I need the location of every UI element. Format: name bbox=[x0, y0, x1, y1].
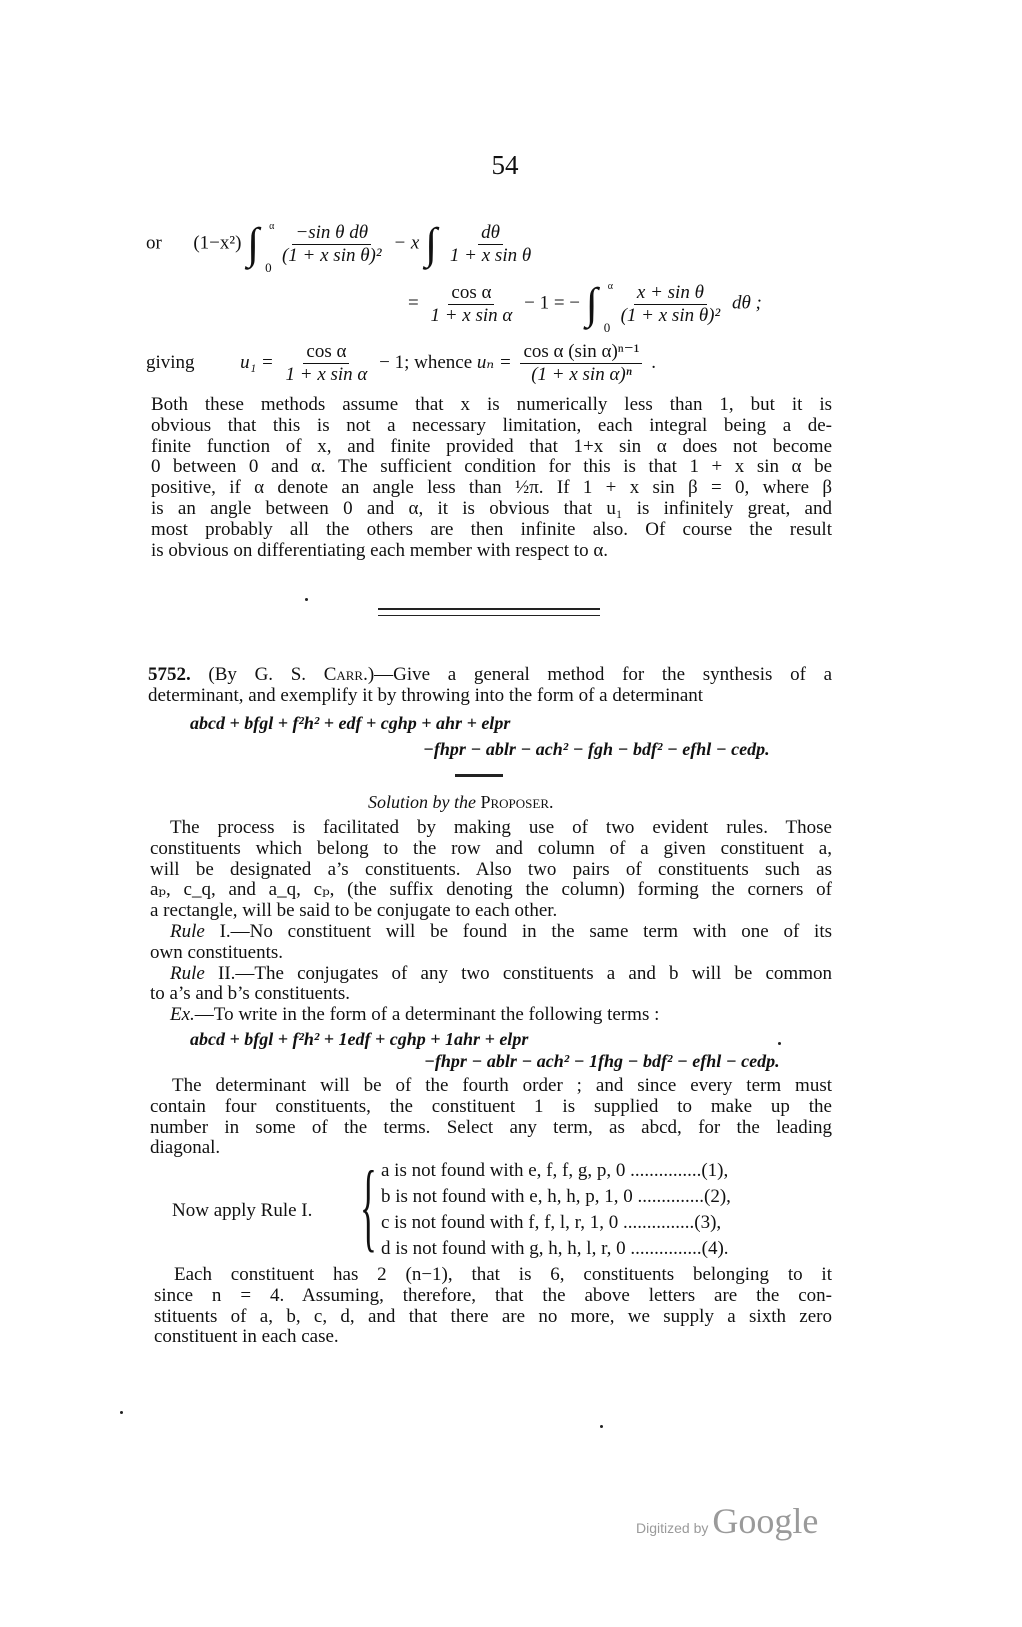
eq3-u1: u₁ = bbox=[240, 351, 274, 373]
text-line: positive, if α denote an angle less than ½π. If 1 + x sin β = 0, where β bbox=[151, 477, 832, 499]
rule-2-line bbox=[150, 964, 832, 985]
watermark-digitized-by: Digitized by bbox=[636, 1520, 709, 1536]
eq3-fraction-1 bbox=[283, 342, 371, 385]
question-expression-1: abcd + bfgl + f²h² + edf + cghp + ahr + elpr bbox=[190, 713, 511, 733]
rule-row-a: a is not found with e, f, f, g, p, 0 ...............(1), bbox=[381, 1160, 729, 1181]
apply-rule-label: Now apply Rule I. bbox=[172, 1200, 313, 1221]
eq3-frac1-denominator: 1 + x sin α bbox=[285, 363, 368, 385]
text-line: 0 between 0 and α. The sufficient condition for this is that 1 + x sin α be bbox=[151, 456, 832, 478]
eq3-whence: − 1; whence bbox=[379, 351, 473, 373]
eq2-tail: dθ ; bbox=[731, 292, 762, 314]
speck bbox=[778, 1042, 781, 1045]
rule-1-label: Rule bbox=[170, 920, 205, 942]
text-line: constituents which belong to the row and column of a given constituent a, bbox=[150, 837, 832, 859]
eq1-frac1-denominator: (1 + x sin θ)² bbox=[281, 244, 382, 266]
google-watermark bbox=[636, 1500, 818, 1542]
text-line: will be designated a’s constituents. Also two pairs of constituents such as bbox=[150, 858, 832, 880]
text-line: a rectangle, will be said to be conjugate to each other. bbox=[150, 900, 558, 922]
text-line: finite function of x, and finite provided that 1+x sin α does not become bbox=[151, 435, 832, 457]
rule-row-d: d is not found with g, h, h, l, r, 0 ...............(4). bbox=[381, 1238, 729, 1259]
text-line: to a’s and b’s constituents. bbox=[150, 983, 351, 1005]
integral-sign: ∫ α 0 bbox=[585, 279, 614, 335]
rule-application-list bbox=[381, 1160, 833, 1264]
solution-heading bbox=[368, 792, 554, 813]
speck bbox=[600, 1425, 603, 1428]
text-line: constituent in each case. bbox=[154, 1326, 339, 1348]
question-text: )—Give a general method for the synthesis of a bbox=[367, 664, 833, 685]
example-line bbox=[150, 1005, 832, 1026]
text-line: is obvious on differentiating each member with respect to α. bbox=[151, 539, 609, 561]
question-number: 5752. bbox=[148, 664, 191, 685]
eq1-frac2-denominator: 1 + x sin θ bbox=[449, 244, 532, 266]
text-line: aₚ, c_q, and a_q, cₚ, (the suffix denoting the column) forming the corners of bbox=[150, 879, 832, 901]
example-text: —To write in the form of a determinant the following terms : bbox=[194, 1004, 660, 1026]
integral-sign: ∫ α 0 bbox=[247, 219, 275, 275]
eq1-factor: (1−x²) bbox=[193, 232, 242, 254]
eq3-frac1-numerator: cos α bbox=[303, 342, 349, 364]
eq1-frac2-numerator: dθ bbox=[478, 223, 503, 245]
solution-heading-proposer: Proposer. bbox=[480, 792, 554, 812]
eq1-or: or bbox=[146, 232, 162, 254]
rule-row-c: c is not found with f, f, l, r, 1, 0 ...............(3), bbox=[381, 1212, 722, 1233]
section-divider bbox=[378, 608, 600, 616]
eq1-frac1-numerator: −sin θ dθ bbox=[292, 223, 371, 245]
eq2-fraction-2 bbox=[618, 283, 724, 326]
eq3-giving: giving bbox=[146, 351, 195, 373]
page-number: 54 bbox=[491, 150, 519, 180]
int-lower: 0 bbox=[265, 260, 272, 275]
text-line: own constituents. bbox=[150, 941, 283, 963]
eq1-fraction-2 bbox=[447, 223, 534, 266]
eq3-frac2-numerator: cos α (sin α)ⁿ⁻¹ bbox=[520, 342, 642, 364]
constituents-paragraph bbox=[154, 1265, 832, 1348]
eq3-period: . bbox=[651, 351, 656, 373]
text-line: obvious that this is not a necessary limitation, each integral being a de- bbox=[151, 414, 832, 436]
example-expression-1: abcd + bfgl + f²h² + 1edf + cghp + 1ahr + elpr bbox=[190, 1029, 529, 1049]
eq2-frac2-denominator: (1 + x sin θ)² bbox=[620, 304, 721, 326]
google-logo: Google bbox=[712, 1501, 819, 1541]
text-line: is an angle between 0 and α, it is obvious that u₁ is infinitely great, and bbox=[151, 497, 832, 519]
equation-2 bbox=[408, 279, 762, 335]
text-line: The process is facilitated by making use of two evident rules. Those bbox=[170, 817, 832, 838]
equation-3 bbox=[146, 342, 656, 385]
speck bbox=[120, 1411, 123, 1414]
text-line: contain four constituents, the constituent 1 is supplied to make up the bbox=[150, 1095, 832, 1117]
example-expression-2: −fhpr − ablr − ach² − 1fhg − bdf² − efhl − cedp. bbox=[424, 1051, 780, 1071]
eq2-fraction-1 bbox=[427, 283, 515, 326]
left-brace: { bbox=[360, 1150, 377, 1261]
speck bbox=[305, 598, 308, 601]
rule-2-label: Rule bbox=[170, 962, 205, 984]
rule-1-text: I.—No constituent will be found in the same term with one of its bbox=[204, 920, 832, 942]
eq2-frac1-denominator: 1 + x sin α bbox=[430, 304, 513, 326]
eq3-frac2-denominator: (1 + x sin α)ⁿ bbox=[531, 363, 632, 385]
example-label: Ex. bbox=[170, 1004, 195, 1026]
text-line: diagonal. bbox=[150, 1137, 221, 1159]
text-line: number in some of the terms. Select any term, as abcd, for the leading bbox=[150, 1116, 832, 1138]
rule-2-text: II.—The conjugates of any two constituents a and b will be common bbox=[204, 962, 832, 984]
eq2-frac2-numerator: x + sin θ bbox=[634, 283, 707, 305]
text-line: since n = 4. Assuming, therefore, that the above letters are the con- bbox=[154, 1284, 832, 1306]
eq2-frac1-numerator: cos α bbox=[448, 283, 494, 305]
equation-1 bbox=[146, 219, 538, 275]
determinant-order-paragraph bbox=[150, 1076, 832, 1159]
question-line-2: determinant, and exemplify it by throwing into the form of a determinant bbox=[148, 684, 704, 706]
question-line-1 bbox=[148, 665, 832, 686]
solution-heading-italic: Solution by the bbox=[368, 792, 476, 812]
integral-sign: ∫ bbox=[425, 219, 438, 268]
question-5752 bbox=[148, 665, 832, 707]
solution-paragraph bbox=[150, 818, 832, 1026]
eq1-minus-x: − x bbox=[393, 232, 420, 254]
rule-1-line bbox=[150, 922, 832, 943]
eq2-equals: = bbox=[408, 292, 419, 314]
text-line: most probably all the others are then infinite also. Of course the result bbox=[151, 518, 832, 540]
short-divider bbox=[455, 774, 503, 777]
question-expression-2: −fhpr − ablr − ach² − fgh − bdf² − efhl − cedp. bbox=[423, 739, 770, 759]
text-line: The determinant will be of the fourth order ; and since every term must bbox=[172, 1075, 832, 1096]
int-upper: α bbox=[269, 221, 275, 232]
question-author: Carr. bbox=[323, 664, 368, 685]
eq3-un: uₙ = bbox=[476, 351, 512, 373]
question-author-prefix: (By G. S. bbox=[208, 664, 307, 685]
eq1-fraction-1 bbox=[279, 223, 385, 266]
text-line: Both these methods assume that x is numerically less than 1, but it is bbox=[151, 394, 832, 415]
rule-row-b: b is not found with e, h, h, p, 1, 0 ..............(2), bbox=[381, 1186, 731, 1207]
eq2-minus-one: − 1 = − bbox=[524, 292, 581, 314]
text-line: Each constituent has 2 (n−1), that is 6, constituents belonging to it bbox=[174, 1264, 832, 1285]
paragraph-methods bbox=[151, 395, 832, 561]
text-line: stituents of a, b, c, d, and that there are no more, we supply a sixth zero bbox=[154, 1305, 832, 1327]
eq3-fraction-2 bbox=[520, 342, 642, 385]
